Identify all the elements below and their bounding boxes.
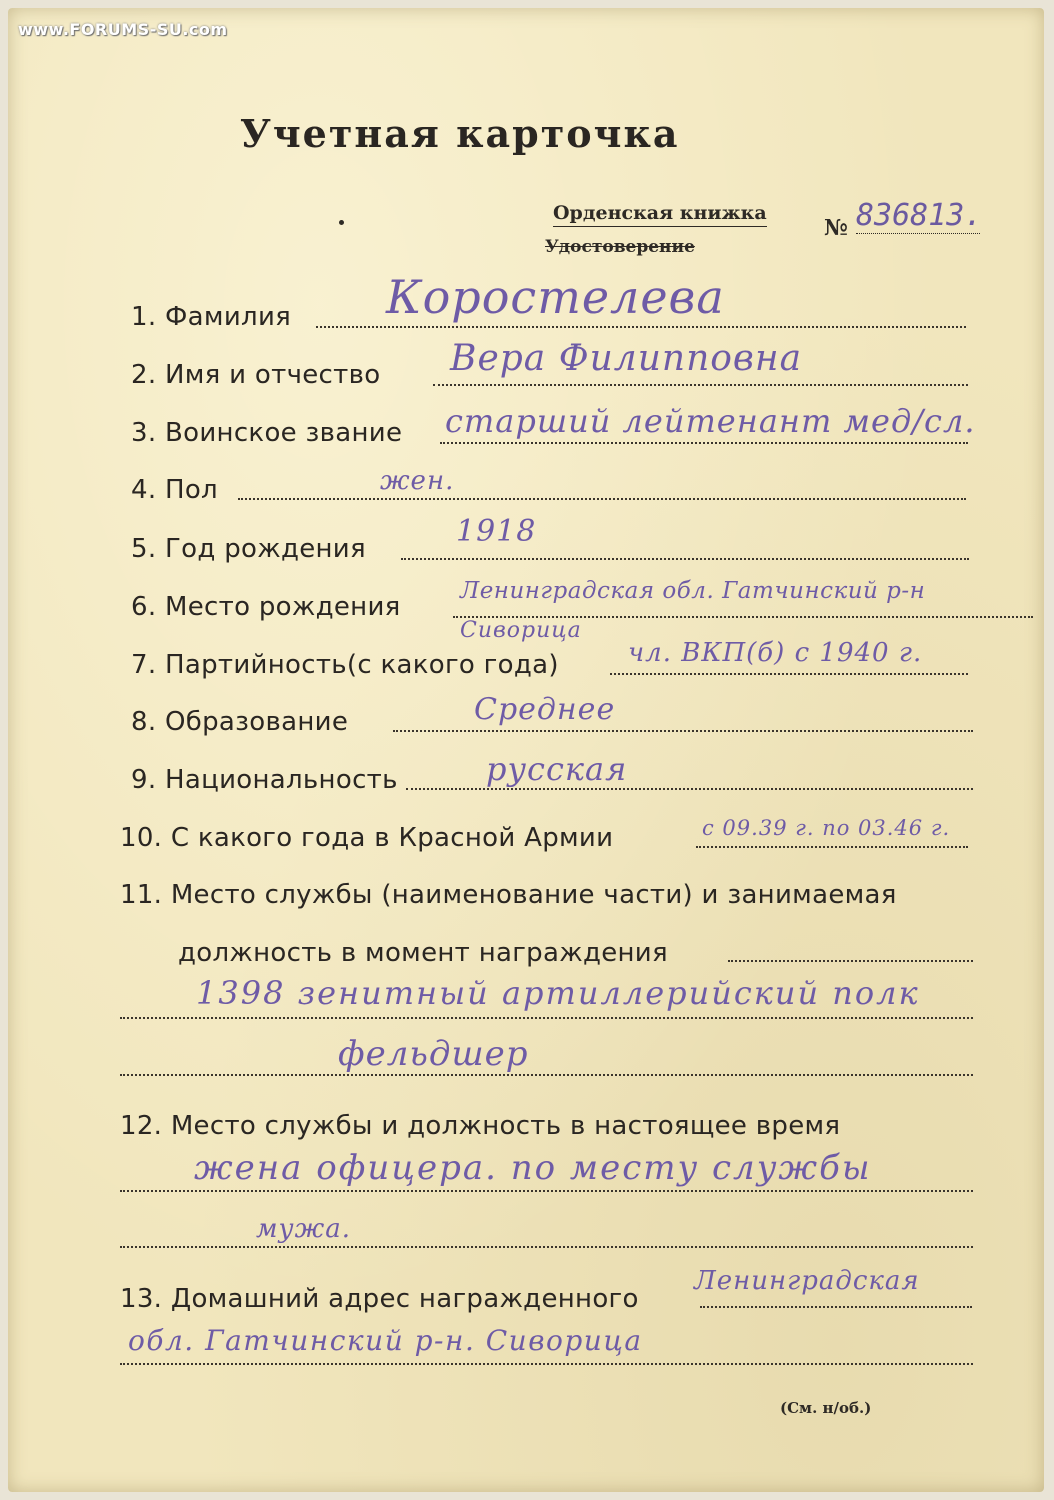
field-7-label: 7. Партийность(с какого года) <box>131 650 559 680</box>
field-10-value: с 09.39 г. по 03.46 г. <box>702 816 951 840</box>
field-4-label: 4. Пол <box>131 475 218 505</box>
field-10-line <box>696 846 968 848</box>
field-2-line <box>433 384 968 386</box>
order-book-label: Орденская книжка <box>553 202 767 227</box>
field-11-line-3 <box>120 1074 973 1076</box>
field-9-label: 9. Национальность <box>131 765 398 795</box>
field-5-line <box>401 558 969 560</box>
field-12-line-1 <box>120 1190 973 1192</box>
field-13-value-continued: обл. Гатчинский р-н. Сиворица <box>128 1324 643 1357</box>
field-11-label-continued: должность в момент награждения <box>178 938 668 968</box>
field-7-line <box>610 673 968 675</box>
field-10-label: 10. С какого года в Красной Армии <box>120 823 614 853</box>
field-11-line-2 <box>120 1017 973 1019</box>
field-3-line <box>440 442 968 444</box>
field-11-label: 11. Место службы (наименование части) и занимаемая <box>120 880 897 910</box>
field-3-value: старший лейтенант мед/сл. <box>445 402 976 440</box>
field-8-value: Среднее <box>474 692 616 727</box>
field-2-value: Вера Филипповна <box>450 338 803 379</box>
see-reverse-note: (См. н/об.) <box>780 1399 872 1417</box>
field-8-label: 8. Образование <box>131 707 349 737</box>
field-1-value: Коростелева <box>386 270 725 324</box>
ink-dot <box>339 220 344 225</box>
field-13-label: 13. Домашний адрес награжденного <box>120 1284 639 1314</box>
field-4-value: жен. <box>380 466 455 496</box>
field-9-line <box>406 788 973 790</box>
field-11-value: 1398 зенитный артиллерийский полк <box>196 974 920 1012</box>
field-6-value-continued: Сиворица <box>460 618 582 643</box>
site-watermark: www.FORUMS-SU.com <box>18 20 228 39</box>
field-12-value: жена офицера. по месту службы <box>194 1148 872 1188</box>
certificate-label-struck: Удостоверение <box>545 237 695 257</box>
field-12-line-2 <box>120 1246 973 1248</box>
field-3-label: 3. Воинское звание <box>131 418 403 448</box>
record-card <box>8 8 1044 1492</box>
field-11-line-1 <box>728 960 973 962</box>
order-book-number: 836813. <box>856 198 983 233</box>
field-1-line <box>316 326 966 328</box>
number-sign: № <box>824 215 848 241</box>
field-2-label: 2. Имя и отчество <box>131 360 381 390</box>
field-5-label: 5. Год рождения <box>131 534 366 564</box>
field-12-value-continued: мужа. <box>256 1214 351 1244</box>
field-6-label: 6. Место рождения <box>131 592 401 622</box>
field-9-value: русская <box>486 750 628 788</box>
field-5-value: 1918 <box>456 514 537 549</box>
field-4-line <box>238 498 966 500</box>
field-12-label: 12. Место службы и должность в настоящее время <box>120 1111 841 1141</box>
field-1-label: 1. Фамилия <box>131 302 292 332</box>
card-title: Учетная карточка <box>240 111 680 156</box>
field-13-value: Ленинградская <box>694 1266 920 1296</box>
field-7-value: чл. ВКП(б) с 1940 г. <box>628 638 923 668</box>
field-8-line <box>393 730 973 732</box>
field-13-line-1 <box>700 1306 972 1308</box>
field-11-value-continued: фельдшер <box>338 1034 529 1074</box>
field-13-line-2 <box>120 1363 973 1365</box>
field-6-value: Ленинградская обл. Гатчинский р-н <box>460 578 926 604</box>
